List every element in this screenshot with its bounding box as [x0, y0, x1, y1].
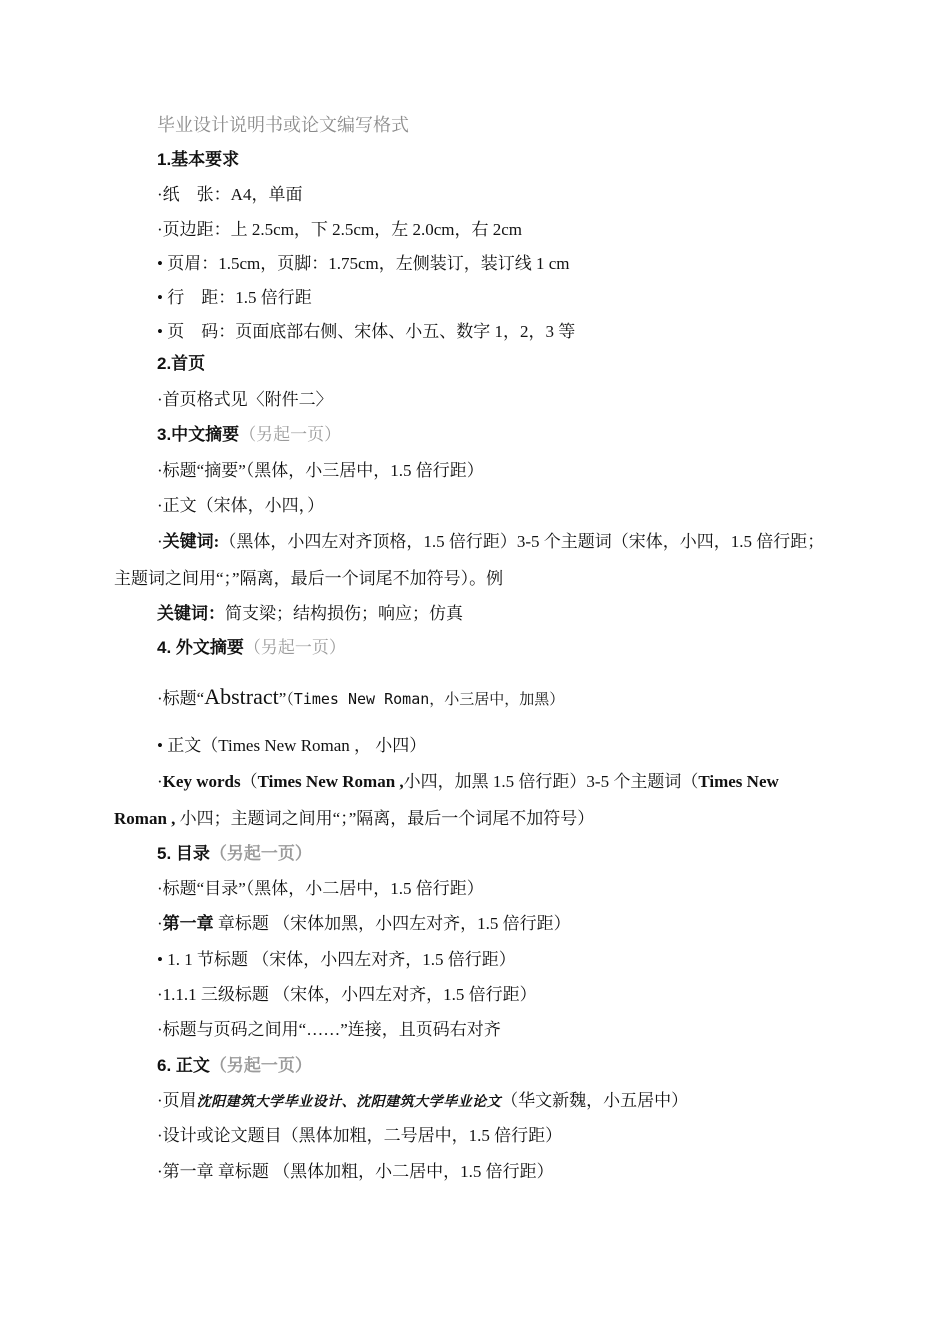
foreign-title-close: ”	[278, 689, 287, 708]
section-1-heading: 1.基本要求	[157, 150, 240, 169]
section-3-note: （另起一页）	[239, 425, 342, 444]
foreign-kw-font-2: Times New	[698, 772, 779, 791]
foreign-kw-text-2: 小四；主题词之间用“；”隔离，最后一个词尾不加符号）	[175, 809, 595, 828]
toc-chapter-label: 第一章	[162, 914, 214, 933]
section-6-heading	[157, 1055, 842, 1077]
toc-subsection-line: ·1.1.1 三级标题 （宋体，小四左对齐，1.5 倍行距）	[157, 985, 537, 1004]
foreign-kw-bullet: ·	[157, 772, 163, 791]
foreign-keywords-continuation	[114, 808, 842, 830]
foreign-body-line: • 正文（Times New Roman ， 小四）	[157, 736, 427, 755]
foreign-keywords-line	[157, 771, 842, 793]
toc-chapter-text: 章标题 （宋体加黑，小四左对齐，1.5 倍行距）	[213, 914, 571, 933]
section-4-note: （另起一页）	[243, 638, 346, 657]
example-label: 关键词：	[157, 604, 225, 623]
keywords-label: 关键词:	[162, 532, 220, 551]
foreign-title-prefix: ·标题“	[157, 689, 205, 708]
first-page-line: ·首页格式见〈附件二〉	[157, 390, 333, 409]
keywords-bullet: ·	[157, 532, 163, 551]
foreign-title-format: （Times New Roman，小三居中，加黑）	[286, 690, 565, 708]
keywords-text: （黑体，小四左对齐顶格，1.5 倍行距）3-5 个主题词（宋体，小四，1.5 倍行距；	[219, 532, 825, 551]
toc-section-line: • 1. 1 节标题 （宋体，小四左对齐，1.5 倍行距）	[157, 950, 516, 969]
abstract-body-line: ·正文（宋体，小四，）	[157, 496, 325, 515]
header-footer-line: • 页眉：1.5cm，页脚：1.75cm，左侧装订，装订线 1 cm	[157, 254, 570, 273]
document-title: 毕业设计说明书或论文编写格式	[157, 115, 409, 135]
page-number-line: • 页 码：页面底部右侧、宋体、小五、数字 1，2，3 等	[157, 322, 576, 341]
example-text: 简支梁；结构损伤；响应；仿真	[225, 604, 463, 623]
toc-chapter-line	[157, 913, 842, 935]
section-4-title: 4. 外文摘要	[157, 638, 244, 657]
foreign-kw-label: Key words	[162, 772, 241, 791]
running-header-line	[157, 1090, 842, 1113]
running-header-format: （华文新魏，小五居中）	[501, 1091, 689, 1110]
keywords-line	[157, 531, 842, 553]
margins-line: ·页边距：上 2.5cm，下 2.5cm，左 2.0cm，右 2cm	[157, 220, 522, 239]
foreign-kw-text: 小四，加黑 1.5 倍行距）3-5 个主题词（	[403, 772, 699, 791]
section-5-note: （另起一页）	[209, 844, 312, 863]
section-6-note: （另起一页）	[209, 1056, 312, 1075]
section-6-title: 6. 正文	[157, 1056, 210, 1075]
keywords-example	[157, 603, 842, 625]
section-3-title: 3.中文摘要	[157, 425, 240, 444]
paper-size-line: ·纸 张：A4，单面	[157, 185, 303, 204]
running-header-prefix: ·页眉	[157, 1091, 197, 1110]
line-spacing-line: • 行 距：1.5 倍行距	[157, 288, 312, 307]
running-header-sample: 沈阳建筑大学毕业设计、沈阳建筑大学毕业论文	[196, 1094, 502, 1110]
chapter-title-line: ·第一章 章标题 （黑体加粗，小二居中，1.5 倍行距）	[157, 1162, 554, 1181]
foreign-kw-open: （	[240, 772, 258, 791]
foreign-kw-font-3: Roman ,	[114, 809, 176, 828]
section-2-heading: 2.首页	[157, 354, 206, 373]
foreign-title-word: Abstract	[204, 684, 279, 709]
section-3-heading	[157, 424, 842, 446]
foreign-abstract-title-line	[157, 683, 842, 713]
keywords-continuation: 主题词之间用“；”隔离，最后一个词尾不加符号）。例	[114, 569, 504, 588]
toc-chapter-bullet: ·	[157, 914, 163, 933]
thesis-title-line: ·设计或论文题目（黑体加粗，二号居中，1.5 倍行距）	[157, 1126, 563, 1145]
abstract-title-line: ·标题“摘要”（黑体，小三居中，1.5 倍行距）	[157, 461, 484, 480]
section-5-heading	[157, 843, 842, 865]
toc-title-line: ·标题“目录”（黑体，小二居中，1.5 倍行距）	[157, 879, 484, 898]
foreign-kw-font: Times New Roman ,	[257, 772, 404, 791]
section-5-title: 5. 目录	[157, 844, 210, 863]
toc-leader-line: ·标题与页码之间用“……”连接，且页码右对齐	[157, 1020, 501, 1039]
section-4-heading	[157, 637, 842, 659]
